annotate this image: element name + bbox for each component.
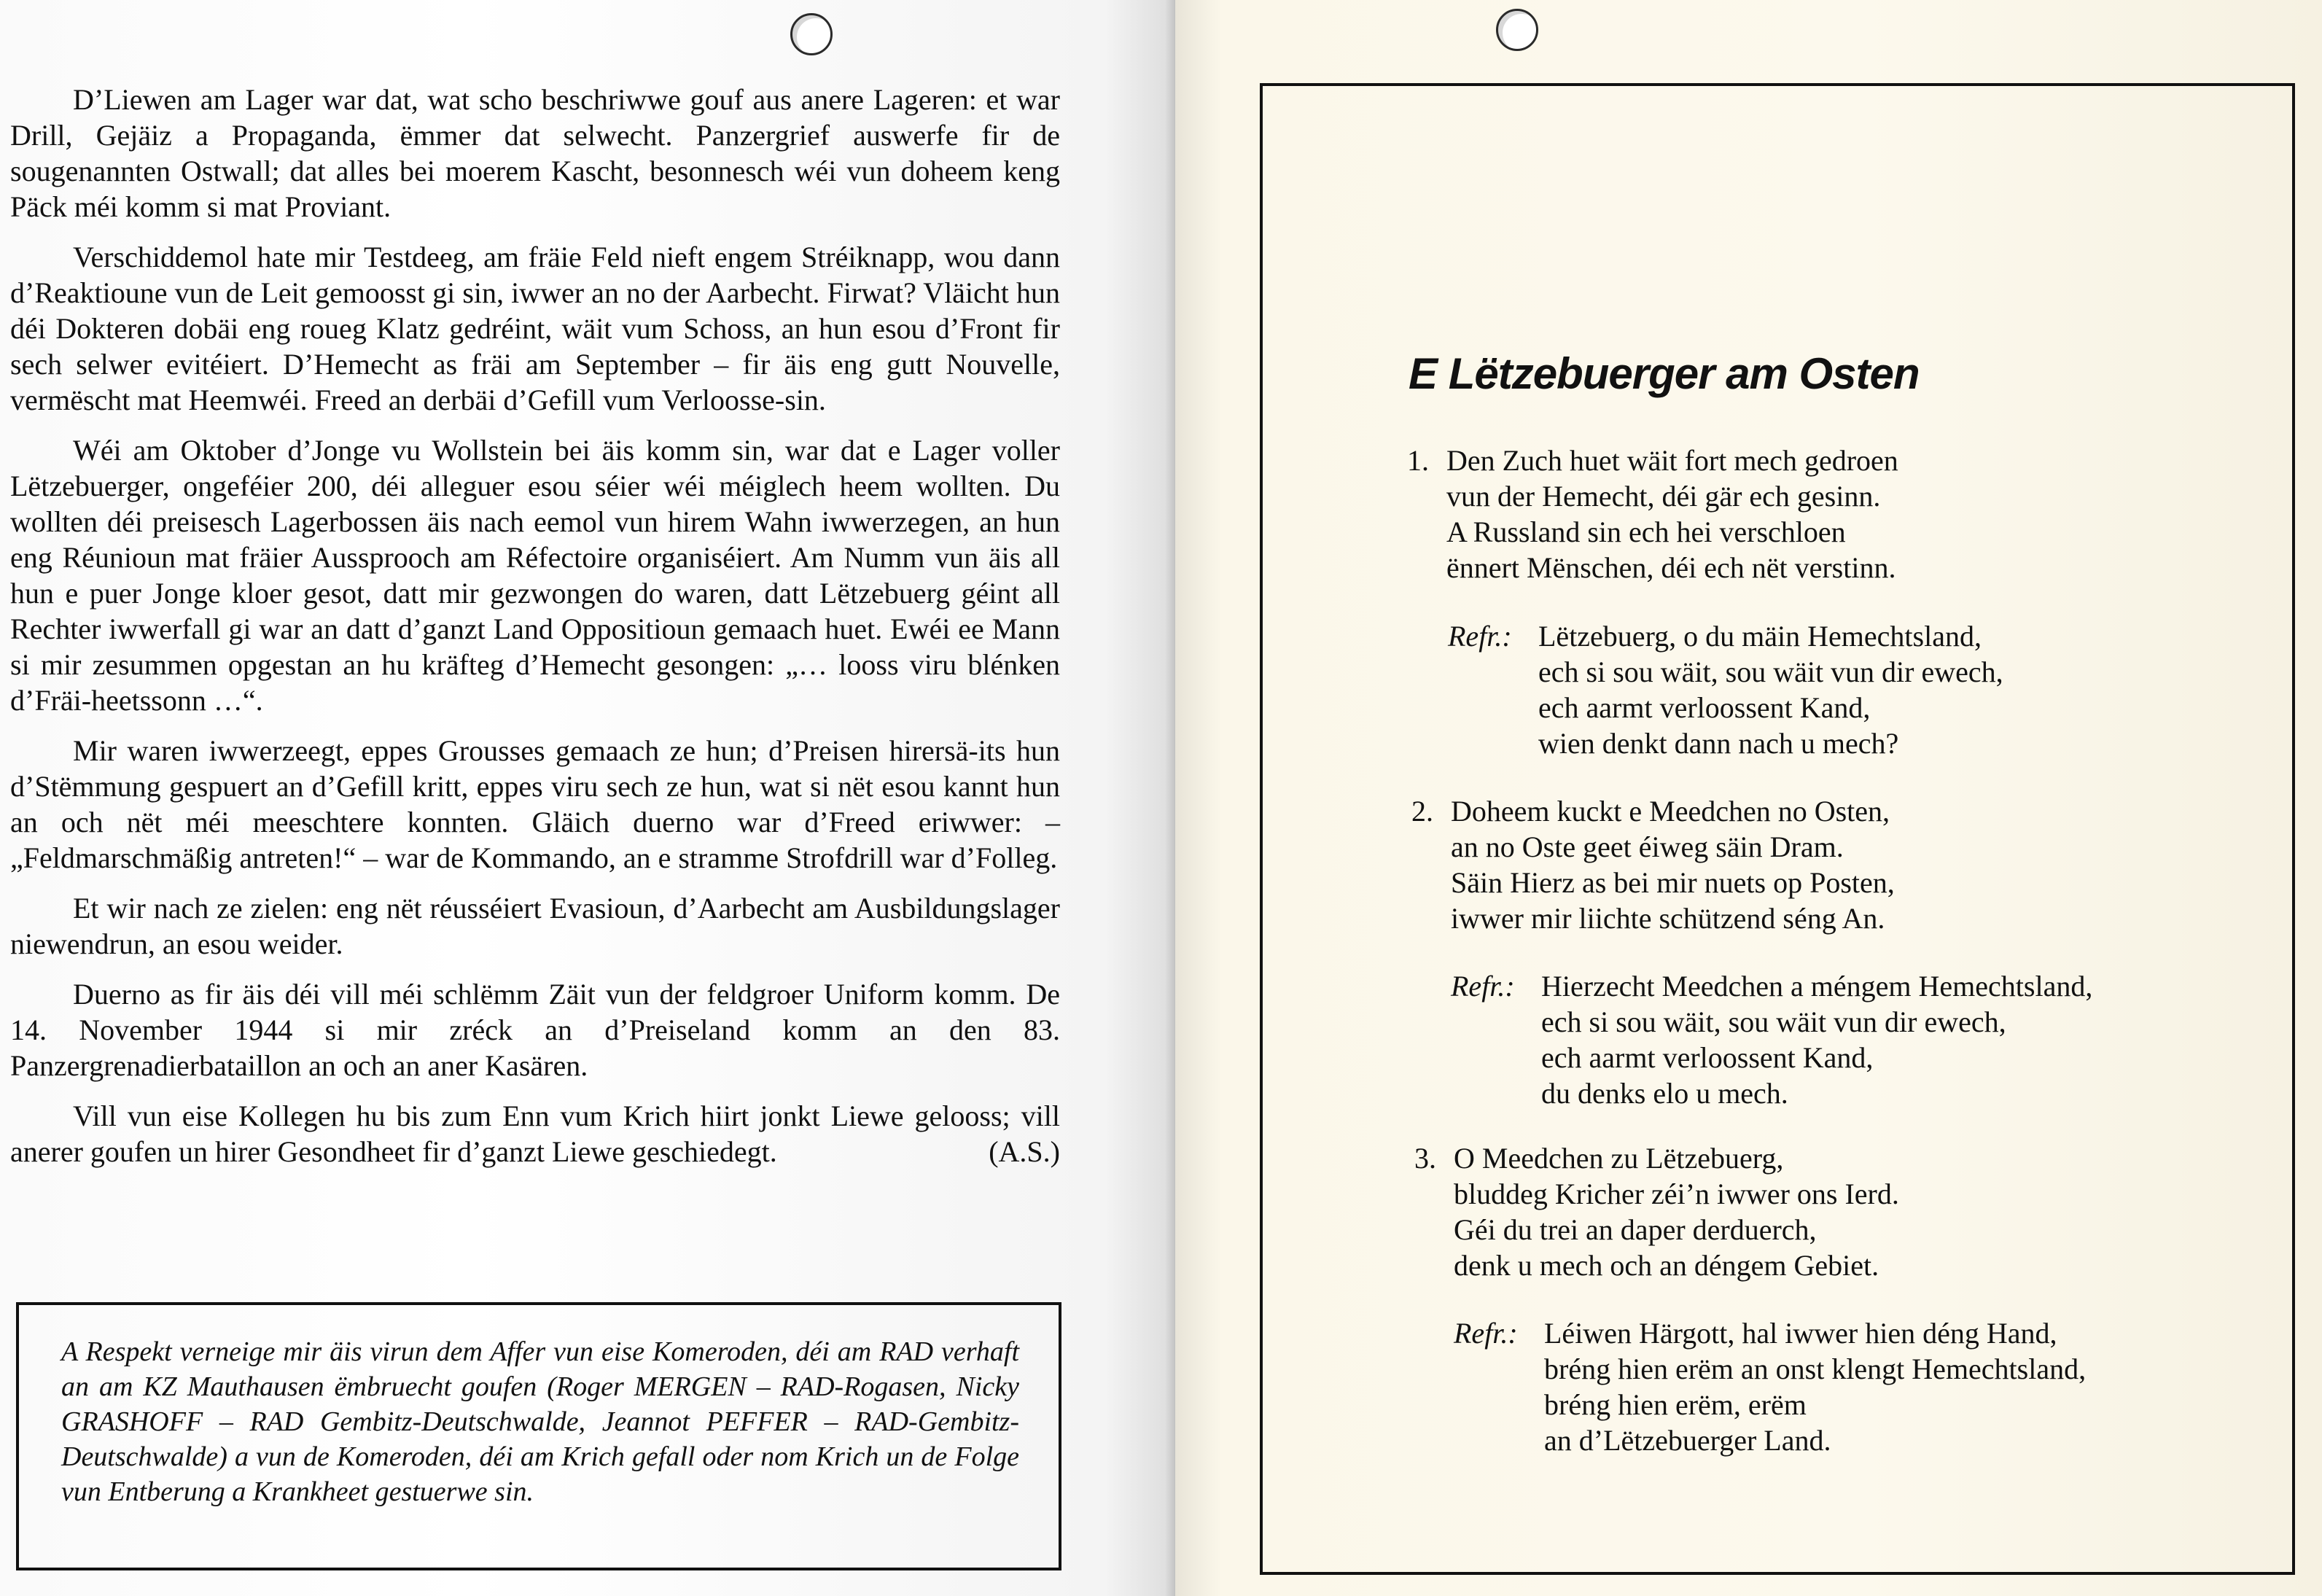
paragraph: Wéi am Oktober d’Jonge vu Wollstein bei äis komm sin, war dat e Lager voller Lëtzebuerger, ongeféier 200, déi alleguer esou séier wéi méiglech heem wollten. Du wollten déi preisesch Lagerbossen äis nach eemol vun hirem Wahn iwwerzegen, an hun eng Réunioun mat fräier Aussprooch am Réfectoire organiséiert. Am Numm vun äis all hun e puer Jonge kloer gesot, datt mir gezwongen do waren, datt Lëtzebuerg géint all Rechter iwwerfall gi war an datt d’ganzt Land Oppositioun gemaach huet. Ewéi ee Mann si mir zesummen opgestan an hu kräfteg d’Hemecht gesongen: „… looss viru blénken d’Fräi-heetssonn …“. xyxy=(10,434,1060,717)
verse-line: Säin Hierz as bei mir nuets op Posten, xyxy=(1451,866,1895,899)
verse-line: O Meedchen zu Lëtzebuerg, xyxy=(1454,1142,1784,1175)
paragraph: Duerno as fir äis déi vill méi schlëmm Zäit vun der feldgroer Uniform komm. De 14. November 1944 si mir zréck an d’Preiseland komm an den 83. Panzergrenadierbataillon an och an aner Kasären. xyxy=(10,978,1060,1082)
refrain-line: an d’Lëtzebuerger Land. xyxy=(1544,1424,1831,1457)
refrain-line: ech si sou wäit, sou wäit vun dir ewech, xyxy=(1541,1005,2006,1038)
verse-line: denk u mech och an déngem Gebiet. xyxy=(1454,1249,1879,1282)
refrain-line: Lëtzebuerg, o du mäin Hemechtsland, xyxy=(1538,620,1982,653)
verse-line: Géi du trei an daper derduerch, xyxy=(1454,1213,1817,1246)
refrain-line: wien denkt dann nach u mech? xyxy=(1538,727,1899,760)
refrain-line: bréng hien erëm an onst klengt Hemechtsland, xyxy=(1544,1352,2087,1385)
refrain-line: bréng hien erëm, erëm xyxy=(1544,1388,1807,1421)
verse-line: vun der Hemecht, déi gär ech gesinn. xyxy=(1446,480,1881,513)
paragraph: Verschiddemol hate mir Testdeeg, am fräie Feld nieft engem Stréiknapp, wou dann d’Reaktioune vun de Leit gemoosst gi sin, iwwer an no der Aarbecht. Firwat? Vläicht hun déi Dokteren dobäi eng roueg Klatz gedréint, wäit vum Schoss, an hun esou d’Front fir sech selwer evitéiert. D’Hemecht as fräi am September – fir äis eng gutt Nouvelle, vermëscht mat Heemwéi. Freed an derbäi d’Gefill vum Verloosse-sin. xyxy=(10,241,1060,416)
stanza-number: 2. xyxy=(1411,795,1433,828)
refrain-line: Léiwen Härgott, hal iwwer hien déng Hand, xyxy=(1544,1317,2057,1350)
refrain-line: ech aarmt verloossent Kand, xyxy=(1541,1041,1874,1074)
paragraph-last xyxy=(10,1098,1060,1169)
refrain-label: Refr.: xyxy=(1454,1317,1518,1350)
punch-hole xyxy=(1496,9,1538,51)
refrain-line: Hierzecht Meedchen a méngem Hemechtsland, xyxy=(1541,970,2093,1003)
memorial-note: A Respekt verneige mir äis virun dem Affer vun eise Komeroden, déi am RAD verhaft an am KZ Mauthausen ëmbruecht goufen (Roger MERGEN – RAD-Rogasen, Nicky GRASHOFF – RAD Gembitz-Deutschwalde, Jeannot PEFFER – RAD-Gembitz-Deutschwalde) a vun de Komeroden, déi am Krich gefall oder nom Krich un de Folge vun Entberung a Krankheet gestuerwe sin. xyxy=(16,1302,1061,1570)
song-frame xyxy=(1260,83,2295,1575)
punch-hole xyxy=(790,13,833,55)
refrain-line: ech aarmt verloossent Kand, xyxy=(1538,691,1871,724)
verse-line: an no Oste geet éiweg säin Dram. xyxy=(1451,830,1844,863)
song-title: E Lëtzebuerger am Osten xyxy=(1409,349,1920,398)
refrain-line: du denks elo u mech. xyxy=(1541,1077,1788,1110)
story-text xyxy=(10,82,1060,1184)
verse-line: iwwer mir liichte schützend séng An. xyxy=(1451,902,1885,935)
author-signature: (A.S.) xyxy=(989,1135,1060,1168)
verse-line: A Russland sin ech hei verschloen xyxy=(1446,515,1846,548)
verse-line: Doheem kuckt e Meedchen no Osten, xyxy=(1451,795,1890,828)
paragraph: Mir waren iwwerzeegt, eppes Grousses gemaach ze hun; d’Preisen hirersä-its hun d’Stëmmung gespuert an d’Gefill kritt, eppes viru sech ze hun, wat si nët esou kannt hun an och nët méi meeschtere konnten. Gläich duerno war d’Freed eriwwer: – „Feldmarschmäßig antreten!“ – war de Kommando, an e stramme Strofdrill war d’Folleg. xyxy=(10,734,1060,874)
paragraph-text: Vill vun eise Kollegen hu bis zum Enn vum Krich hiirt jonkt Liewe gelooss; vill anerer goufen un hirer Gesondheet fir d’ganzt Liewe geschiedegt. xyxy=(10,1099,1060,1168)
stanza-number: 3. xyxy=(1414,1142,1436,1175)
refrain-label: Refr.: xyxy=(1451,970,1515,1003)
paragraph: D’Liewen am Lager war dat, wat scho beschriwwe gouf aus anere Lageren: et war Drill, Gejäiz a Propaganda, ëmmer dat selwecht. Panzergrief auswerfe fir de sougenannten Ostwall; dat alles bei moerem Kascht, besonnesch wéi vun doheem keng Päck méi komm si mat Proviant. xyxy=(10,83,1060,223)
refrain-label: Refr.: xyxy=(1448,620,1512,653)
refrain-line: ech si sou wäit, sou wäit vun dir ewech, xyxy=(1538,655,2003,688)
verse-line: ënnert Mënschen, déi ech nët verstinn. xyxy=(1446,551,1896,584)
verse-line: Den Zuch huet wäit fort mech gedroen xyxy=(1446,444,1898,477)
stanza-number: 1. xyxy=(1407,444,1429,477)
paragraph: Et wir nach ze zielen: eng nët réusséiert Evasioun, d’Aarbecht am Ausbildungslager niewendrun, an esou weider. xyxy=(10,892,1060,960)
verse-line: bluddeg Kricher zéi’n iwwer ons Ierd. xyxy=(1454,1177,1899,1210)
